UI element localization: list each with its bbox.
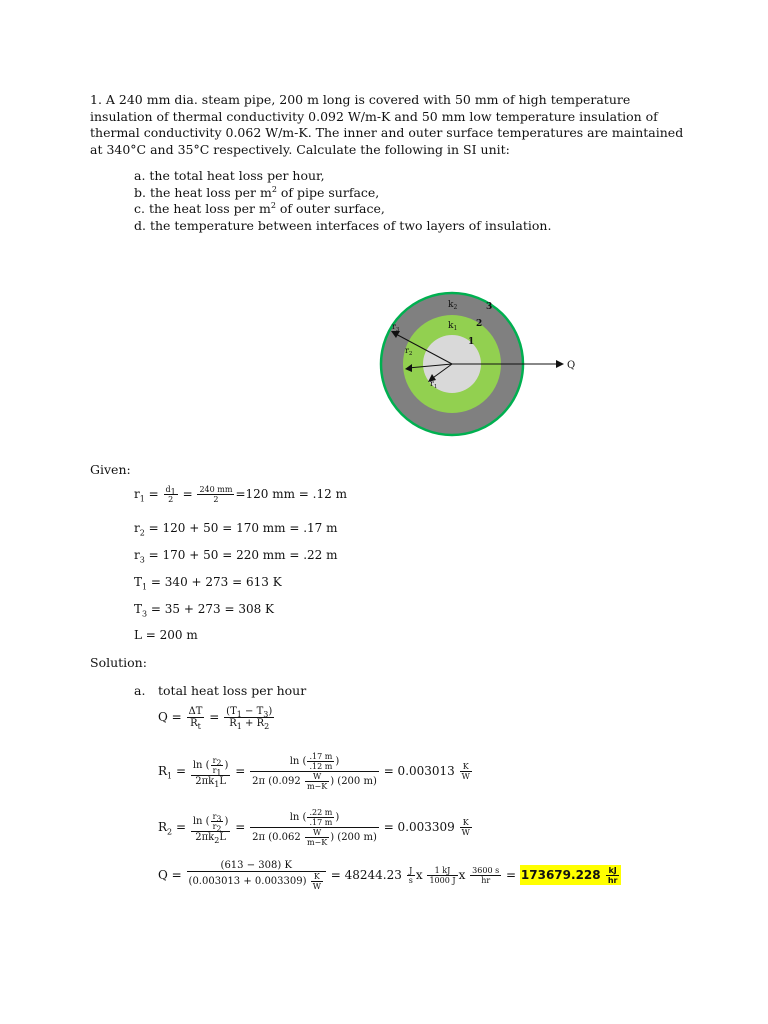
d1-over-2: $\frac{d_1}{2}$ <box>165 485 176 504</box>
part-a-title: total heat loss per hour <box>158 683 307 698</box>
dt-over-rt: $\frac{\Delta T}{R_t}$ <box>188 706 203 731</box>
number-2-label: 2 <box>476 319 483 329</box>
problem-statement: 1. A 240 mm dia. steam pipe, 200 m long is covered with 50 mm of high temperature insulation of thermal conductivity 0.092 W/m-K and 50 mm low temperature insulation of thermal conductivity 0.062 W/m-K. The inner and outer surface temperatures are maintained at 340°C and 35°C respectively. Calculate the following in SI unit: <box>90 92 684 157</box>
r3-label: $r_3$ <box>392 322 400 333</box>
q-arrowhead <box>556 360 564 368</box>
item-a: a. the total heat loss per hour, <box>134 168 325 183</box>
240mm-over-2: $\frac{240 mm}{2}$ <box>199 485 233 504</box>
r1-numeric: ln ( $\frac{.17 m}{.12 m}$ ) 2π (0.092 $\frac{W}{m-K}$ ) (200 m) <box>252 752 377 791</box>
r2-formula: $R_2$ = ln ( $\frac{r_3}{r_2}$ ) $2\pi k_2L$ = ln ( $\frac{.22 m}{.17 m}$ ) 2π (0.062 $\frac{W}{m-K}$ ) (200 m) = 0.003309 $\frac{K}{W}$ <box>158 808 470 847</box>
given-label: Given: <box>90 462 131 477</box>
temp-diff-over-resistances: $\frac{(T_1 - T_3)}{R_1 + R_2}$ <box>226 706 273 731</box>
given-r3: $r_3 = 170 + 50 = 220$ mm = .22 m <box>134 548 338 565</box>
k2-label: $k_2$ <box>448 300 458 311</box>
k1-label: $k_1$ <box>448 321 458 332</box>
problem-items <box>134 168 551 234</box>
number-3-label: 3 <box>486 302 493 312</box>
q-result-formula: Q = (613 − 308) K (0.003013 + 0.003309) $\frac{K}{W}$ = 48244.23 $\frac{J}{s}$ x $\frac{1 kJ}{1000 J}$ x $\frac{3600 s}{hr}$ = 173679.228 $\frac{kJ}{hr}$ <box>158 860 621 891</box>
item-b: b. the heat loss per $m^2$ of pipe surface, <box>134 184 380 200</box>
3600s-per-hr: $\frac{3600 s}{hr}$ <box>472 866 500 885</box>
q-numeric-fraction: (613 − 308) K (0.003013 + 0.003309) $\frac{K}{W}$ <box>187 860 326 891</box>
item-c: c. the heat loss per $m^2$ of outer surface, <box>134 201 385 217</box>
r1-formula: $R_1$ = ln ( $\frac{r_2}{r_1}$ ) $2\pi k_1L$ = ln ( $\frac{.17 m}{.12 m}$ ) 2π (0.092 $\frac{W}{m-K}$ ) (200 m) = 0.003013 $\frac{K}{W}$ <box>158 752 470 791</box>
j-per-s: $\frac{J}{s}$ <box>408 866 413 885</box>
item-d: d. the temperature between interfaces of two layers of insulation. <box>134 217 552 233</box>
part-a-marker: a. <box>134 683 146 698</box>
kj-per-1000j: $\frac{1 kJ}{1000 J}$ <box>429 866 456 885</box>
pipe-cross-section-diagram <box>370 285 590 445</box>
given-t3: $T_3 = 35 + 273 = 308$ K <box>134 602 275 619</box>
given-l: L = 200 m <box>134 628 198 642</box>
final-answer-highlight: 173679.228 $\frac{kJ}{hr}$ <box>520 865 622 885</box>
k-per-w: $\frac{K}{W}$ <box>461 762 470 781</box>
number-1-label: 1 <box>468 337 475 347</box>
given-r2: $r_2 = 120 + 50 = 170$ mm = .17 m <box>134 521 338 538</box>
solution-label: Solution: <box>90 655 147 670</box>
r1-symbolic: ln ( $\frac{r_2}{r_1}$ ) $2\pi k_1L$ <box>192 756 229 789</box>
given-t1: $T_1 = 340 + 273 = 613$ K <box>134 575 282 592</box>
k-per-w-2: $\frac{K}{W}$ <box>461 818 470 837</box>
r1-label: $r_1$ <box>430 379 438 390</box>
q-label: Q <box>567 360 576 371</box>
q-formula: Q = $\frac{\Delta T}{R_t}$ = $\frac{(T_1 - T_3)}{R_1 + R_2}$ <box>158 706 273 731</box>
r2-label: $r_2$ <box>405 346 413 357</box>
r2-numeric: ln ( $\frac{.22 m}{.17 m}$ ) 2π (0.062 $\frac{W}{m-K}$ ) (200 m) <box>252 808 377 847</box>
given-r1: $r_1$ = $\frac{d_1}{2}$ = $\frac{240 mm}{2}$ =120 mm = .12 m <box>134 485 347 504</box>
r2-symbolic: ln ( $\frac{r_3}{r_2}$ ) $2\pi k_2L$ <box>192 812 229 845</box>
